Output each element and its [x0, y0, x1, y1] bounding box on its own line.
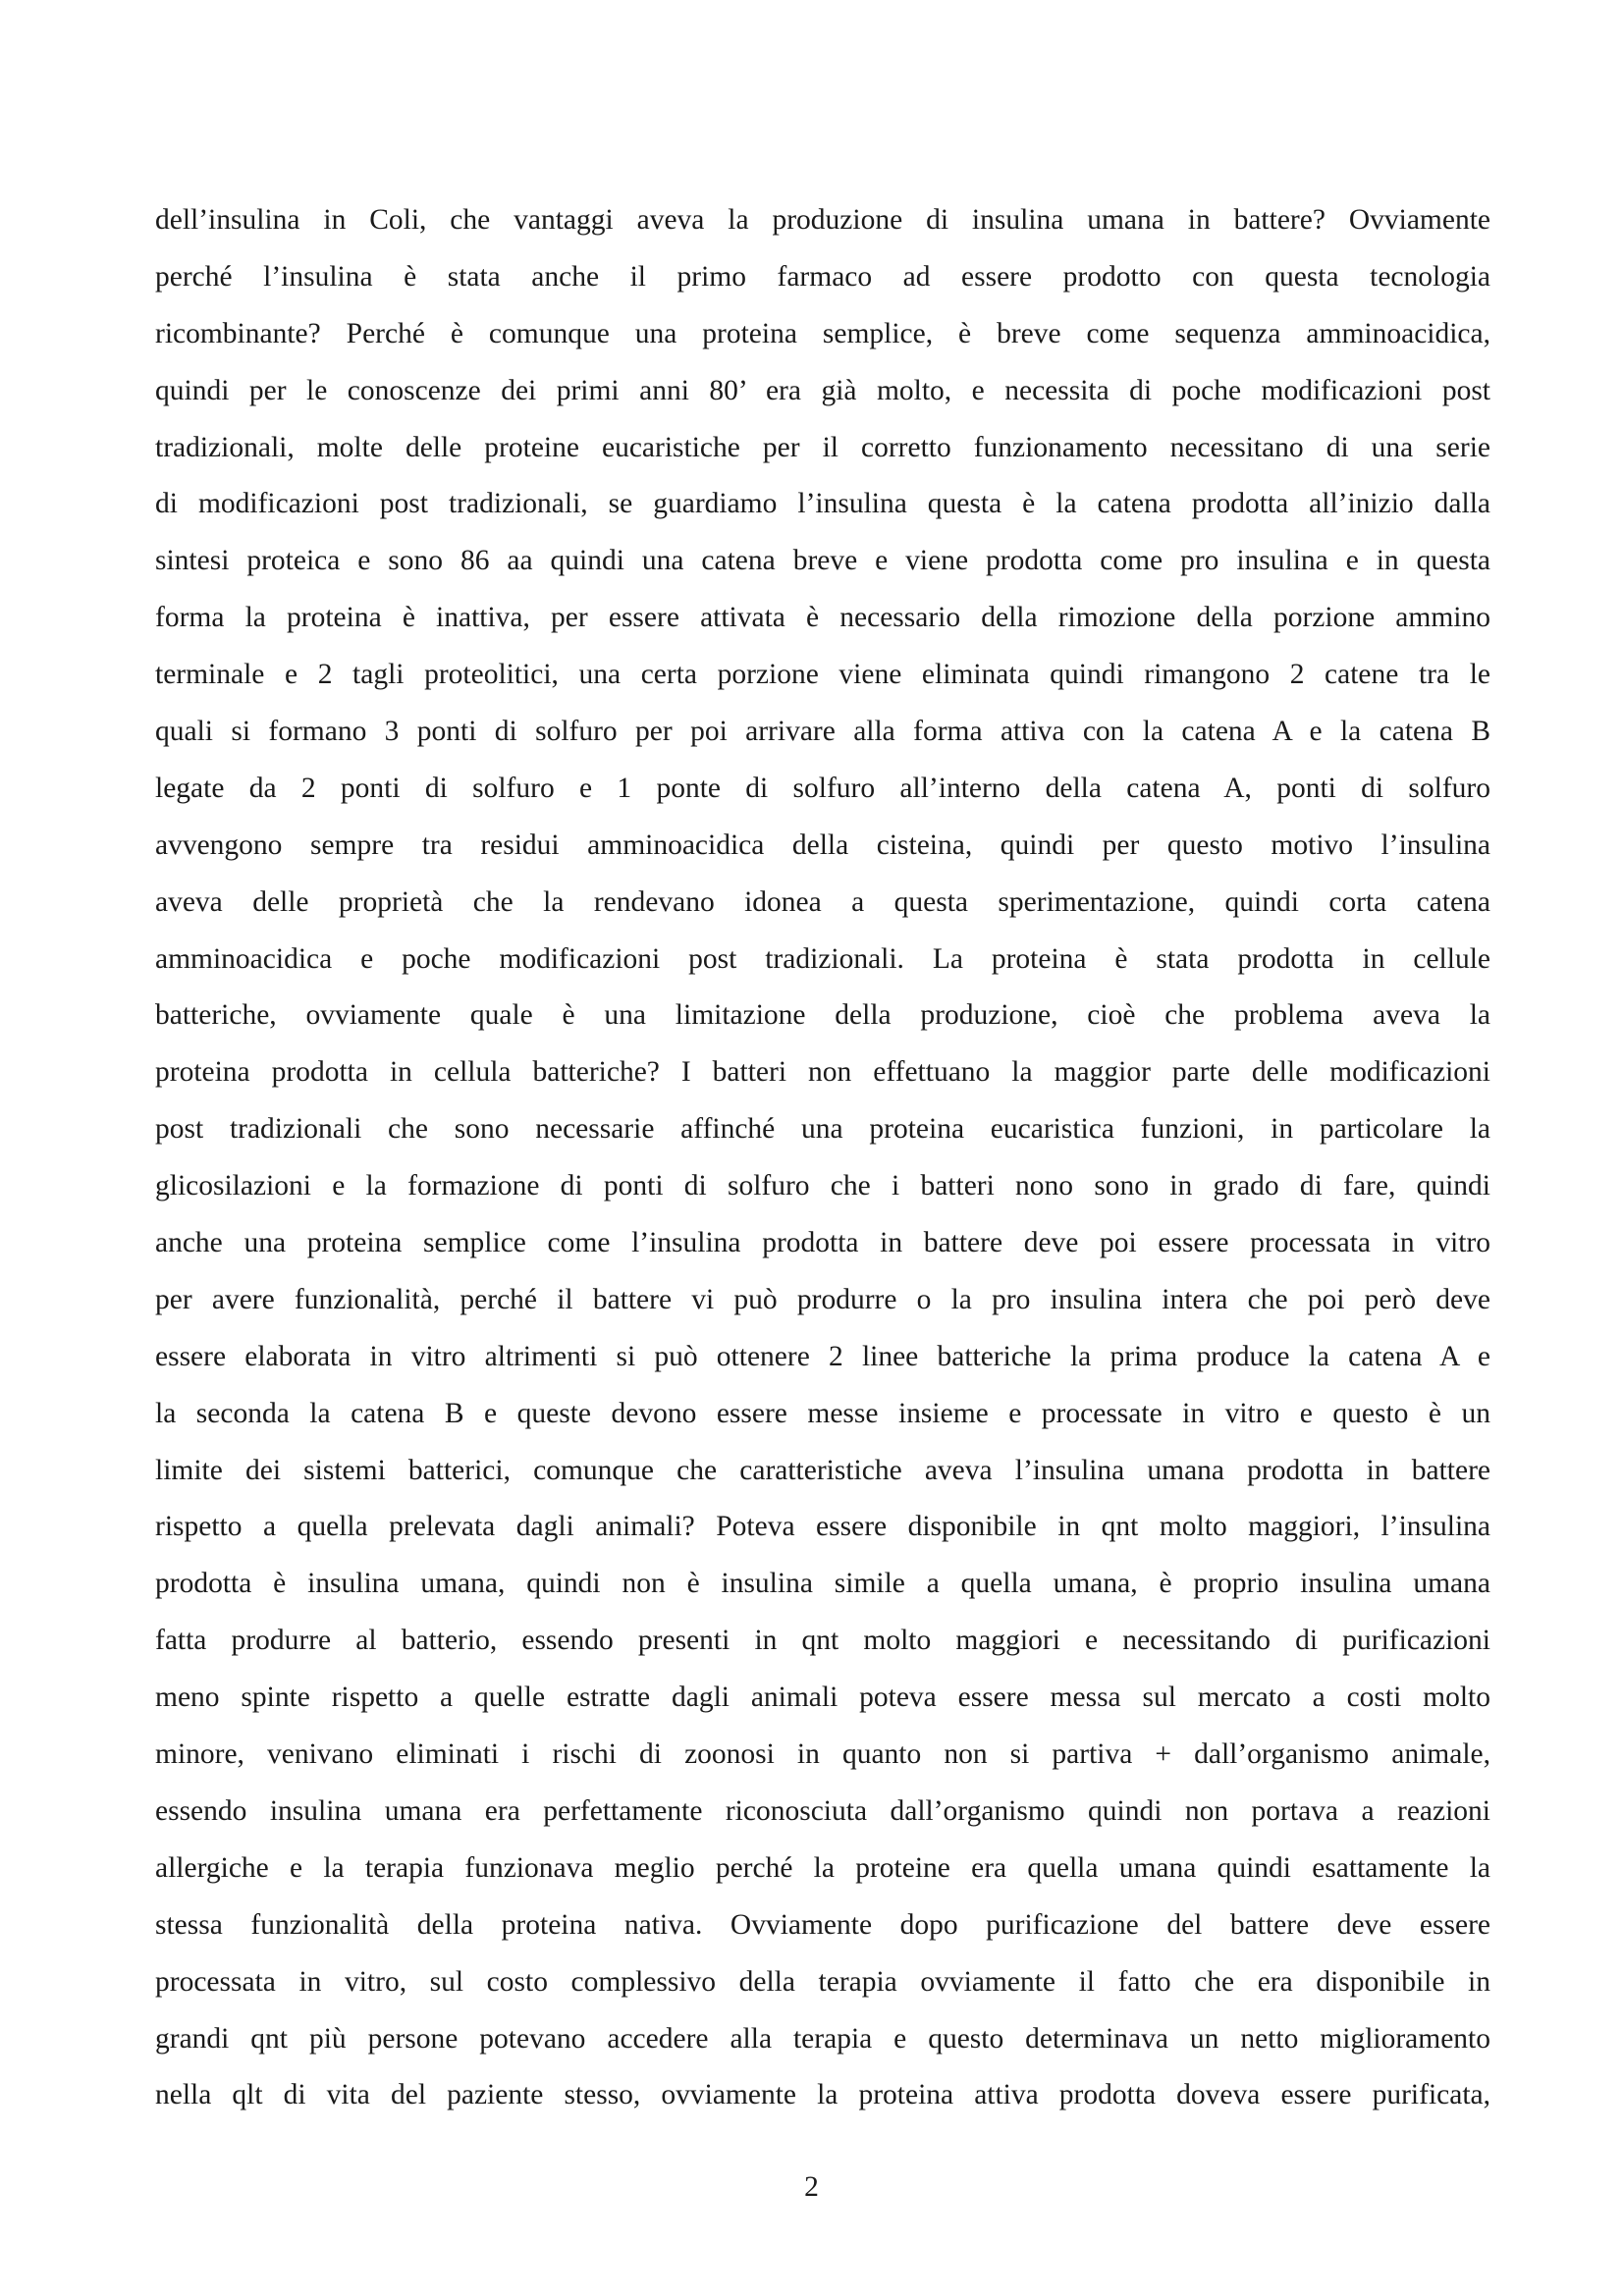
- text-line: post tradizionali che sono necessarie affinché una proteina eucaristica funzioni, in particolare la: [155, 1113, 1490, 1146]
- text-line: quali si formano 3 ponti di solfuro per poi arrivare alla forma attiva con la catena A e la catena B: [155, 716, 1490, 748]
- text-line: nella qlt di vita del paziente stesso, ovviamente la proteina attiva prodotta doveva essere purificata,: [155, 2079, 1490, 2111]
- text-line: essere elaborata in vitro altrimenti si può ottenere 2 linee batteriche la prima produce la catena A e: [155, 1340, 1490, 1372]
- text-line: anche una proteina semplice come l’insulina prodotta in battere deve poi essere processata in vitro: [155, 1227, 1490, 1259]
- text-line: di modificazioni post tradizionali, se guardiamo l’insulina questa è la catena prodotta all’inizio dalla: [155, 488, 1490, 520]
- text-line: forma la proteina è inattiva, per essere attivata è necessario della rimozione della porzione ammino: [155, 602, 1490, 634]
- text-line: rispetto a quella prelevata dagli animali? Poteva essere disponibile in qnt molto maggiori, l’insulina: [155, 1511, 1490, 1543]
- text-line: processata in vitro, sul costo complessivo della terapia ovviamente il fatto che era disponibile in: [155, 1965, 1490, 1998]
- text-line: allergiche e la terapia funzionava meglio perché la proteine era quella umana quindi esattamente la: [155, 1851, 1490, 1884]
- page-number: 2: [804, 2171, 819, 2203]
- text-line: dell’insulina in Coli, che vantaggi aveva la produzione di insulina umana in battere? Ovviamente: [155, 204, 1490, 236]
- text-line: perché l’insulina è stata anche il primo farmaco ad essere prodotto con questa tecnologia: [155, 260, 1490, 293]
- text-line: quindi per le conoscenze dei primi anni 80’ era già molto, e necessita di poche modificazioni post: [155, 374, 1490, 406]
- text-line: amminoacidica e poche modificazioni post tradizionali. La proteina è stata prodotta in cellule: [155, 942, 1490, 975]
- text-line: avvengono sempre tra residui amminoacidica della cisteina, quindi per questo motivo l’insulina: [155, 828, 1490, 861]
- text-line: proteina prodotta in cellula batteriche? I batteri non effettuano la maggior parte delle modificazioni: [155, 1056, 1490, 1089]
- text-line: la seconda la catena B e queste devono essere messe insieme e processate in vitro e questo è un: [155, 1397, 1490, 1429]
- text-line: minore, venivano eliminati i rischi di zoonosi in quanto non si partiva + dall’organismo animale,: [155, 1738, 1490, 1771]
- text-line: legate da 2 ponti di solfuro e 1 ponte di solfuro all’interno della catena A, ponti di solfuro: [155, 772, 1490, 804]
- text-line: glicosilazioni e la formazione di ponti di solfuro che i batteri nono sono in grado di fare, quindi: [155, 1170, 1490, 1202]
- text-line: tradizionali, molte delle proteine eucaristiche per il corretto funzionamento necessitano di una serie: [155, 431, 1490, 463]
- text-line: batteriche, ovviamente quale è una limitazione della produzione, cioè che problema aveva la: [155, 999, 1490, 1032]
- text-line: terminale e 2 tagli proteolitici, una certa porzione viene eliminata quindi rimangono 2 catene tra le: [155, 659, 1490, 691]
- text-line: aveva delle proprietà che la rendevano idonea a questa sperimentazione, quindi corta catena: [155, 885, 1490, 918]
- text-line: essendo insulina umana era perfettamente riconosciuta dall’organismo quindi non portava a reazioni: [155, 1794, 1490, 1827]
- text-line: ricombinante? Perché è comunque una proteina semplice, è breve come sequenza amminoacidica,: [155, 317, 1490, 349]
- text-line: stessa funzionalità della proteina nativa. Ovviamente dopo purificazione del battere deve essere: [155, 1908, 1490, 1941]
- text-line: fatta produrre al batterio, essendo presenti in qnt molto maggiori e necessitando di purificazioni: [155, 1625, 1490, 1657]
- body-text: [155, 192, 1490, 2124]
- text-line: sintesi proteica e sono 86 aa quindi una catena breve e viene prodotta come pro insulina e in questa: [155, 545, 1490, 577]
- text-line: grandi qnt più persone potevano accedere alla terapia e questo determinava un netto miglioramento: [155, 2022, 1490, 2055]
- text-line: prodotta è insulina umana, quindi non è insulina simile a quella umana, è proprio insulina umana: [155, 1568, 1490, 1600]
- text-line: limite dei sistemi batterici, comunque che caratteristiche aveva l’insulina umana prodotta in battere: [155, 1454, 1490, 1486]
- text-line: per avere funzionalità, perché il battere vi può produrre o la pro insulina intera che poi però deve: [155, 1283, 1490, 1315]
- text-line: meno spinte rispetto a quelle estratte dagli animali poteva essere messa sul mercato a costi molto: [155, 1682, 1490, 1714]
